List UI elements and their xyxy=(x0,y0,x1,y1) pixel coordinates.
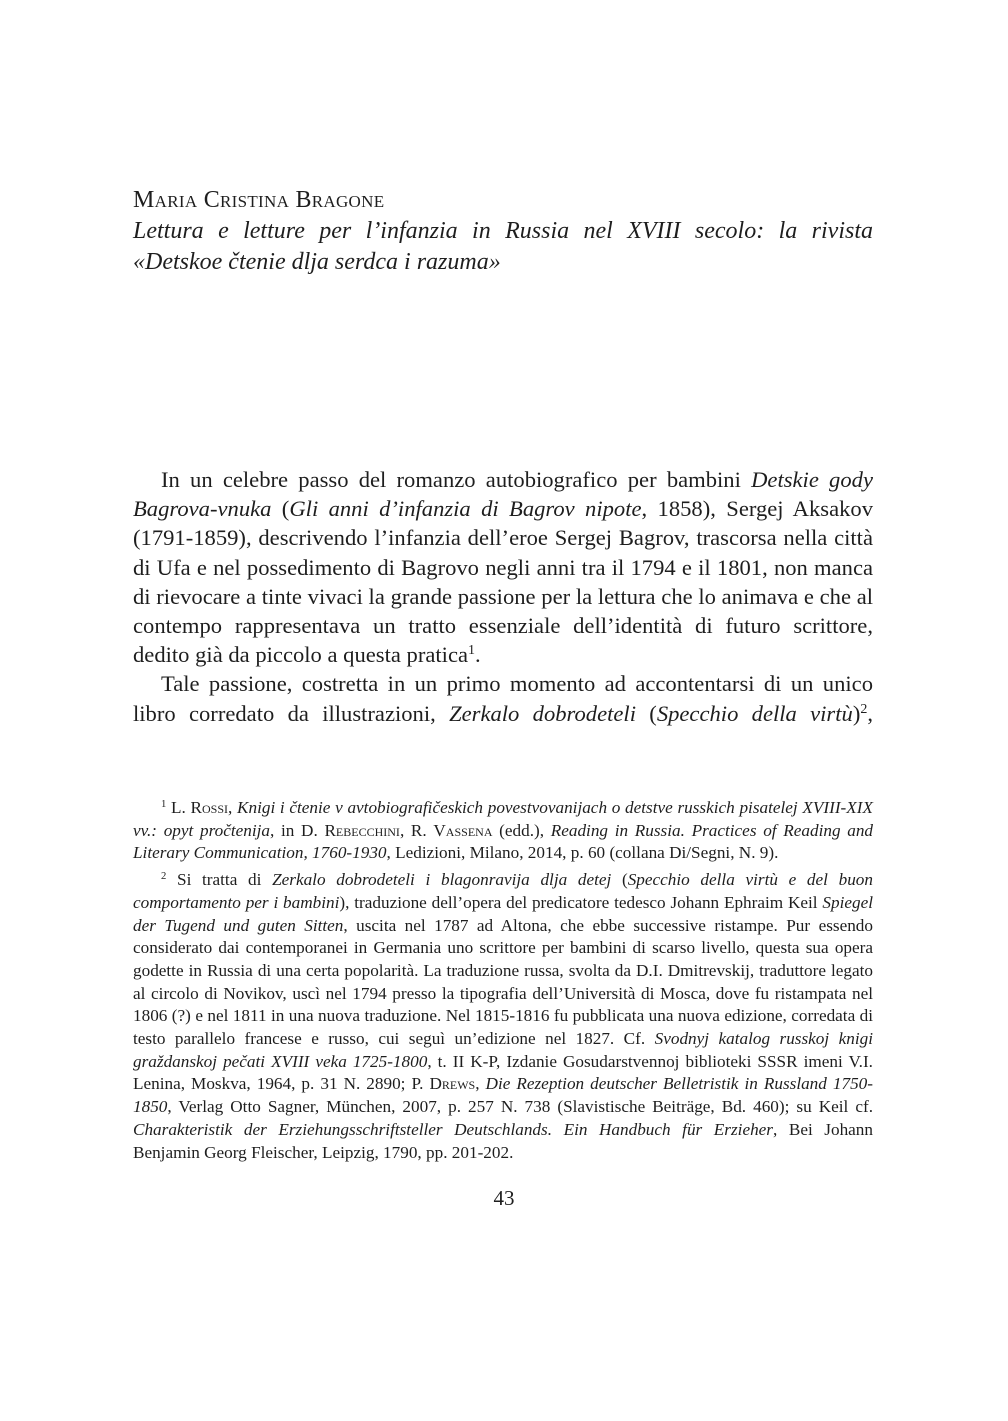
smallcaps-run: Rebecchini xyxy=(324,820,400,840)
footnote-ref-2[interactable]: 2 xyxy=(860,701,868,717)
text-run: In un celebre passo del romanzo autobiografico per bambini xyxy=(161,467,752,492)
paragraph-2 xyxy=(133,669,873,727)
footnote-1 xyxy=(133,797,873,865)
text-run: ( xyxy=(611,870,628,890)
italic-run: Knigi i čtenie v avtobiografičeskich povestvovanijach o detstve russkich pisatelej XVIII-XIX vv.: opyt pročtenija xyxy=(133,798,873,840)
italic-run: Spiegel der Tugend und guten Sitten xyxy=(133,892,873,935)
footnote-number: 2 xyxy=(161,870,167,882)
text-run: , t. II K-P, Izdanie Gosudarstvennoj biblioteki SSSR imeni V.I. Lenina, Moskva, 1964, p. 31 N. 2890; P. xyxy=(133,1051,873,1094)
smallcaps-run: Drews xyxy=(429,1074,476,1094)
italic-run: Specchio della virtù e del buon comportamento per i bambini xyxy=(133,870,873,912)
text-run: , 1858), Sergej Aksakov (1791-1859), descrivendo l’infanzia dell’eroe Sergej Bagrov, trascorsa nella città di Ufa e nel possedimento di Bagrovo negli anni tra il 1794 e il 1801, non manca di rievocare a tinte vivaci la grande passione per la lettura che lo animava e che al contempo rappresentava un tratto essenziale dell’identità di futuro scrittore, dedito già da piccolo a questa pratica xyxy=(133,496,873,668)
text-run: ), traduzione dell’opera del predicatore tedesco Johann Ephraim Keil xyxy=(339,892,823,912)
italic-run: Detskie gody Bagrova-vnuka xyxy=(133,467,873,522)
text-run: ) xyxy=(852,700,861,726)
text-run: , xyxy=(867,700,873,726)
text-run: ( xyxy=(271,496,290,522)
italic-run: Gli anni d’infanzia di Bagrov nipote xyxy=(289,496,642,522)
paragraph-1 xyxy=(133,465,873,669)
italic-run: Svodnyj katalog russkoj knigi graždanskoj pečati XVIII veka 1725-1800 xyxy=(133,1029,873,1071)
italic-run: Die Rezeption deutscher Belletristik in Russland 1750-1850 xyxy=(133,1074,873,1117)
footnote-2 xyxy=(133,869,873,1164)
italic-run: Zerkalo dobrodeteli i blagonravija dlja detej xyxy=(272,870,612,890)
page-number: 43 xyxy=(493,1186,515,1210)
italic-run: Specchio della virtù xyxy=(656,700,853,726)
italic-run: Zerkalo dobrodeteli xyxy=(449,700,636,726)
italic-run: Reading in Russia. Practices of Reading and Literary Communication, 1760-1930 xyxy=(133,820,874,863)
text-run: , xyxy=(475,1074,486,1094)
text-run: . xyxy=(475,642,481,668)
text-run: ( xyxy=(635,700,657,726)
body-text xyxy=(133,465,873,728)
text-run: Tale passione, costretta in un primo momento ad accontentarsi di un unico libro corredato da illustrazioni, xyxy=(133,671,873,726)
article-title: Lettura e letture per l’infanzia in Russia nel XVIII secolo: la rivista «Detskoe čtenie dlja serdca i razuma» xyxy=(133,218,873,275)
text-run: Si tratta di xyxy=(166,870,273,890)
text-run: , R. xyxy=(399,820,434,840)
article-author: Maria Cristina Bragone xyxy=(133,187,385,213)
text-run: , Bei Johann Benjamin Georg Fleischer, Leipzig, 1790, pp. 201-202. xyxy=(133,1119,873,1162)
text-run: , in D. xyxy=(270,820,325,840)
text-run: L. xyxy=(166,798,191,817)
footnotes xyxy=(133,797,873,1166)
footnote-ref-1[interactable]: 1 xyxy=(468,643,476,659)
text-run: , uscita nel 1787 ad Altona, che ebbe successive ristampe. Pur essendo considerato dai contemporanei in Germania uno scrittore per bambini di scarso livello, questa sua opera godette in Russia di una certa popolarità. La traduzione russa, svolta da D.I. Dmitrevskij, traduttore legato al circolo di Novikov, uscì nel 1794 presso la tipografia dell’Università di Mosca, dove fu ristampata nel 1806 (?) e nel 1811 in una nuova traduzione. Nel 1815-1816 fu pubblicata una nuova edizione, corredata di testo parallelo francese e russo, cui seguì un’edizione nel 1827. Cf. xyxy=(133,915,873,1049)
text-run: , xyxy=(228,798,238,817)
smallcaps-run: Vassena xyxy=(433,820,493,840)
smallcaps-run: Rossi xyxy=(190,798,229,817)
text-run: (edd.), xyxy=(492,820,551,840)
text-run: , Ledizioni, Milano, 2014, p. 60 (collana Di/Segni, N. 9). xyxy=(386,843,779,863)
italic-run: Charakteristik der Erziehungsschriftsteller Deutschlands. Ein Handbuch für Erzieher xyxy=(133,1119,773,1139)
footnote-number: 1 xyxy=(161,798,167,810)
text-run: , Verlag Otto Sagner, München, 2007, p. 257 N. 738 (Slavistische Beiträge, Bd. 460); su Keil cf. xyxy=(167,1097,873,1117)
